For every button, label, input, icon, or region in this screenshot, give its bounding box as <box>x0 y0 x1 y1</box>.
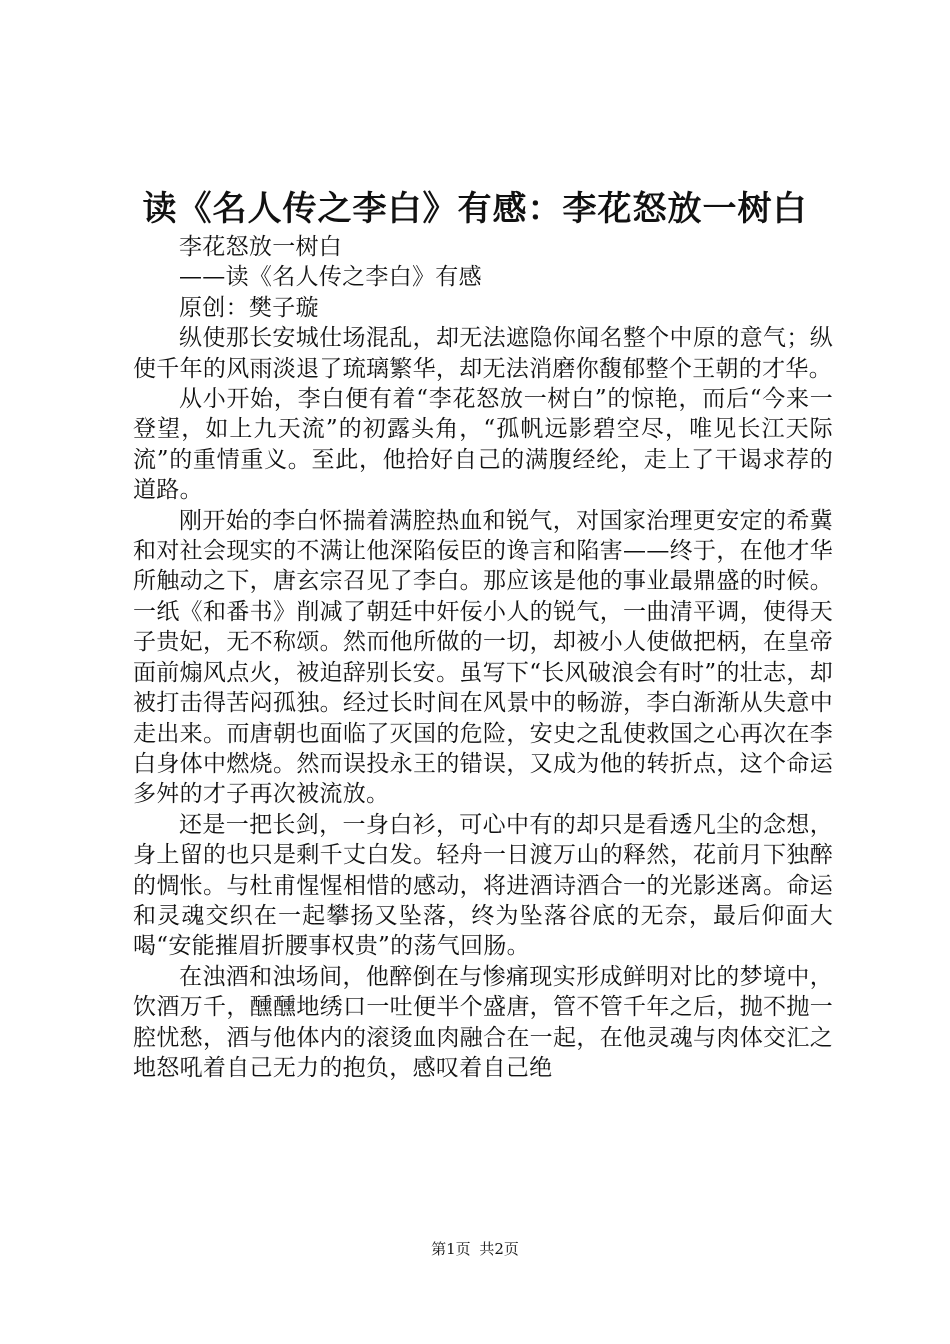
subtitle-source-line: ——读《名人传之李白》有感 <box>179 264 482 291</box>
body-paragraph: 从小开始，李白便有着“李花怒放一树白”的惊艳，而后“今来一登望，如上九天流”的初露头角，“孤帆远影碧空尽，唯见长江天际流”的重情重义。至此，他拾好自己的满腹经纶，走上了干谒求荐的道路。 <box>133 386 833 504</box>
document-body <box>133 232 833 1083</box>
page-total: 共2页 <box>479 1240 519 1258</box>
page-footer <box>0 1238 950 1260</box>
subtitle-line: 李花怒放一树白 <box>179 234 343 260</box>
body-paragraph: 在浊酒和浊场间，他醉倒在与惨痛现实形成鲜明对比的梦境中，饮酒万千，醺醺地绣口一吐便半个盛唐，管不管千年之后，抛不抛一腔忧愁，酒与他体内的滚烫血肉融合在一起，在他灵魂与肉体交汇之地怒吼着自己无力的抱负，感叹着自己绝 <box>133 963 833 1081</box>
page-number: 第1页 <box>431 1240 471 1258</box>
body-paragraph: 纵使那长安城仕场混乱，却无法遮隐你闻名整个中原的意气；纵使千年的风雨淡退了琉璃繁华，却无法消磨你馥郁整个王朝的才华。 <box>133 325 833 382</box>
body-paragraph: 刚开始的李白怀揣着满腔热血和锐气，对国家治理更安定的希冀和对社会现实的不满让他深陷佞臣的谗言和陷害——终于，在他才华所触动之下，唐玄宗召见了李白。那应该是他的事业最鼎盛的时候。一纸《和番书》削减了朝廷中奸佞小人的锐气，一曲清平调，使得天子贵妃，无不称颂。然而他所做的一切，却被小人使做把柄，在皇帝面前煽风点火，被迫辞别长安。虽写下“长风破浪会有时”的壮志，却被打击得苦闷孤独。经过长时间在风景中的畅游，李白渐渐从失意中走出来。而唐朝也面临了灭国的危险，安史之乱使救国之心再次在李白身体中燃烧。然而误投永王的错误，又成为他的转折点，这个命运多舛的才子再次被流放。 <box>133 507 833 808</box>
body-paragraph: 还是一把长剑，一身白衫，可心中有的却只是看透凡尘的念想，身上留的也只是剩千丈白发。轻舟一日渡万山的释然，花前月下独醉的惆怅。与杜甫惺惺相惜的感动，将进酒诗酒合一的光影迷离。命运和灵魂交织在一起攀扬又坠落，终为坠落谷底的无奈，最后仰面大喝“安能摧眉折腰事权贵”的荡气回肠。 <box>133 811 833 960</box>
document-title: 读《名人传之李白》有感：李花怒放一树白 <box>142 189 808 229</box>
author-line: 原创：樊子璇 <box>179 294 319 321</box>
